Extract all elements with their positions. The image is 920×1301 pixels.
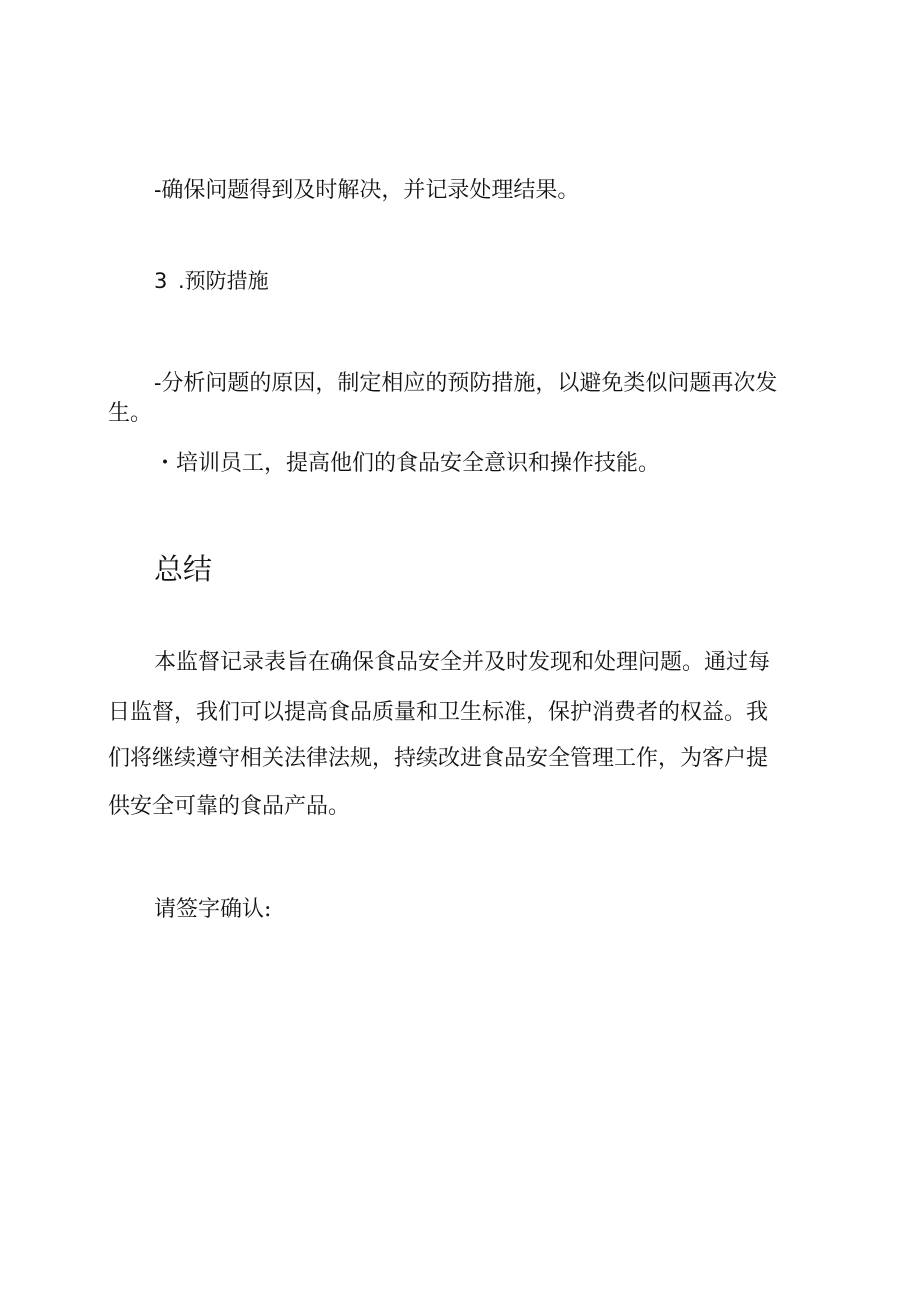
list-item-prevent-line1: -分析问题的原因，制定相应的预防措施，以避免类似问题再次发 (154, 371, 778, 396)
summary-paragraph-line: 本监督记录表旨在确保食品安全并及时发现和处理问题。通过每 (154, 650, 771, 675)
section-heading-prevention: .预防措施 (178, 269, 269, 293)
summary-title: 总结 (154, 552, 213, 586)
section-heading-number: 3 (154, 269, 168, 293)
summary-paragraph-line: 供安全可靠的食品产品。 (108, 794, 351, 819)
list-item-prevent-line2: 生。 (108, 401, 153, 426)
signature-prompt: 请签字确认: (154, 897, 272, 922)
list-item-training: ・培训员工，提高他们的食品安全意识和操作技能。 (154, 451, 661, 476)
summary-paragraph-line: 们将继续遵守相关法律法规，持续改进食品安全管理工作，为客户提 (108, 746, 769, 771)
list-item-resolve: -确保问题得到及时解决，并记录处理结果。 (154, 178, 580, 203)
summary-paragraph-line: 日监督，我们可以提高食品质量和卫生标准，保护消费者的权益。我 (108, 700, 769, 725)
